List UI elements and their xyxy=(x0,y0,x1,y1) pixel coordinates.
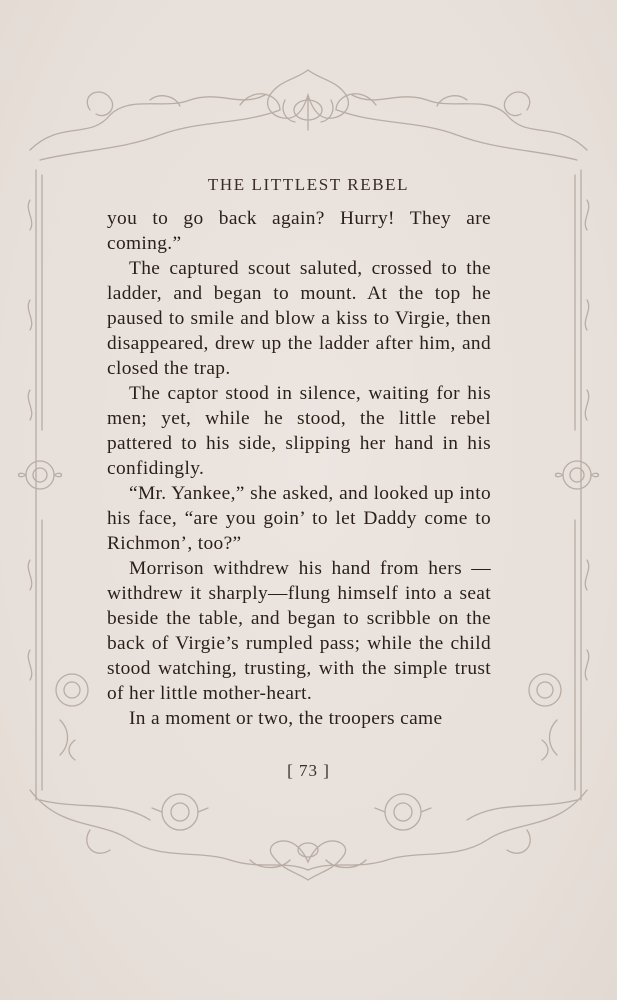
body-text xyxy=(107,206,491,731)
paragraph: you to go back again? Hurry! They are coming.” xyxy=(107,208,491,254)
paragraph: “Mr. Yankee,” she asked, and looked up into his face, “are you goin’ to let Daddy come to Richmon’, too?” xyxy=(107,483,491,554)
page-number: [ 73 ] xyxy=(287,761,330,780)
paragraph: The captor stood in silence, waiting for his men; yet, while he stood, the little rebel pattered to his side, slipping her hand in his confidingly. xyxy=(107,383,491,479)
paragraph: Morrison withdrew his hand from hers —withdrew it sharply—flung himself into a seat beside the table, and began to scribble on the back of Virgie’s rumpled pass; while the child stood watching, trusting, with the simple trust of her little mother-heart. xyxy=(107,558,491,704)
running-head: THE LITTLEST REBEL xyxy=(207,175,410,194)
paragraph: The captured scout saluted, crossed to the ladder, and began to mount. At the top he paused to smile and blow a kiss to Virgie, then disappeared, drew up the ladder after him, and closed the trap. xyxy=(107,258,491,379)
paragraph: In a moment or two, the troopers came xyxy=(129,708,443,729)
